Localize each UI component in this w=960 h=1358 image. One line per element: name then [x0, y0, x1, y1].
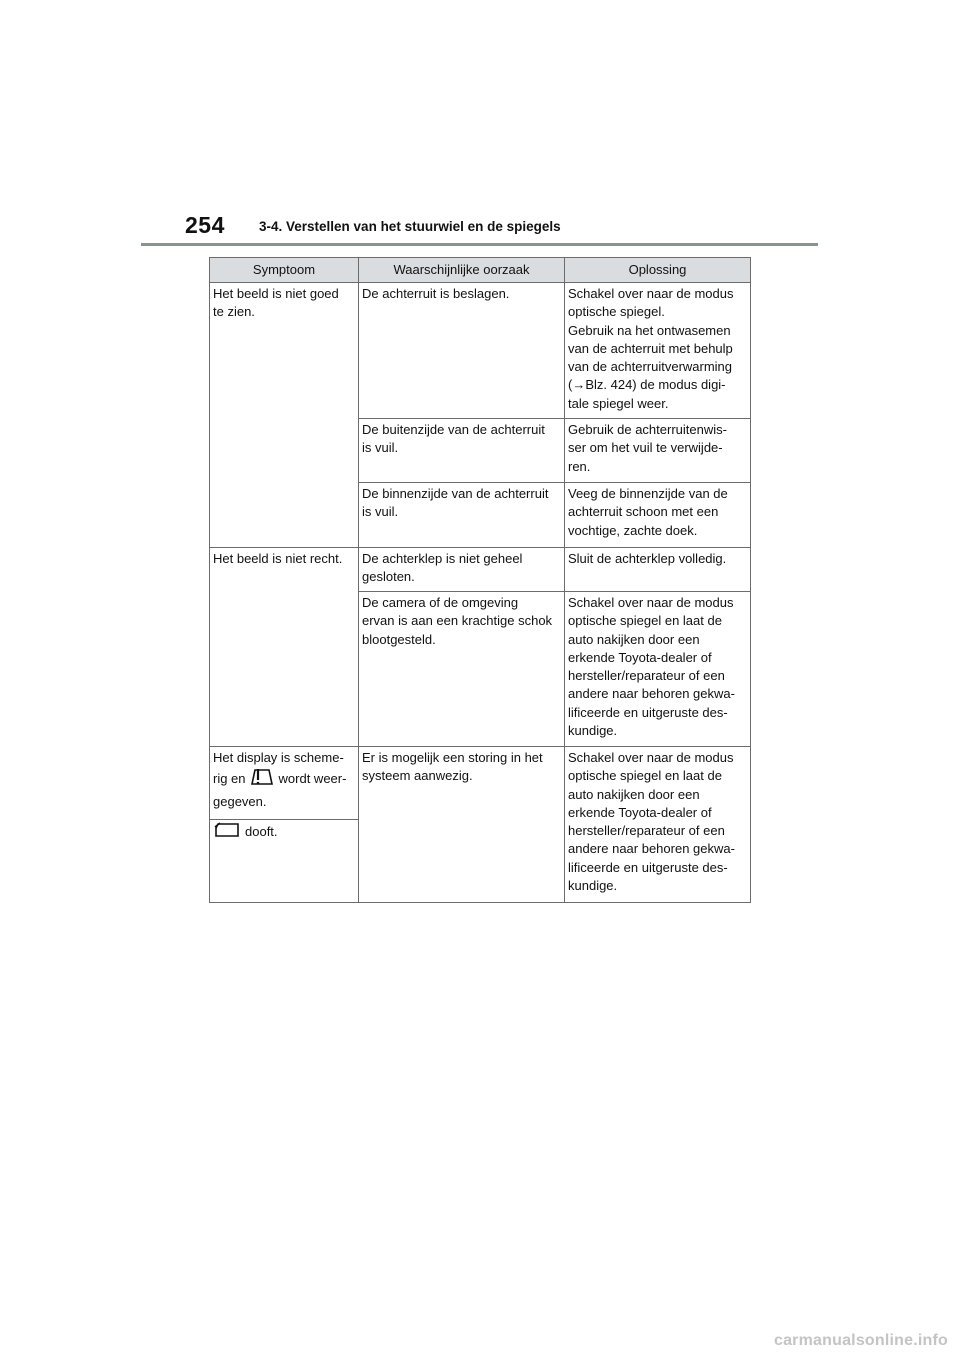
symptom-text: gegeven.	[213, 793, 267, 809]
column-header-cause: Waarschijnlijke oorzaak	[359, 258, 565, 283]
header-rule	[141, 243, 818, 246]
solution-cell: Schakel over naar de modus optische spiegel. Gebruik na het ontwasemen van de achterruit met behulp van de achterruitverwarming (→Blz. 424) de modus digi- tale spiegel weer.	[565, 283, 751, 419]
solution-cell: Sluit de achterklep volledig.	[565, 548, 751, 592]
page-number: 254	[185, 212, 225, 238]
cause-cell: De binnenzijde van de achterruit is vuil.	[359, 483, 565, 548]
symptom-cell	[210, 820, 359, 903]
symptom-cell	[210, 747, 359, 820]
table-row	[210, 548, 751, 592]
mirror-malfunction-icon	[250, 767, 274, 792]
cause-cell: Er is mogelijk een storing in het systeem aanwezig.	[359, 747, 565, 903]
table-header-row	[210, 258, 751, 283]
symptom-cell: Het beeld is niet recht.	[210, 548, 359, 747]
symptom-text: rig en	[213, 771, 246, 787]
symptom-text: Het display is scheme-	[213, 750, 344, 765]
solution-cell: Veeg de binnenzijde van de achterruit schoon met een vochtige, zachte doek.	[565, 483, 751, 548]
mirror-mode-icon	[214, 822, 240, 843]
column-header-symptom: Symptoom	[210, 258, 359, 283]
troubleshooting-table	[209, 257, 751, 903]
symptom-text: wordt weer-	[278, 771, 347, 787]
symptom-text: dooft.	[245, 824, 278, 840]
table-row	[210, 283, 751, 419]
solution-cell: Schakel over naar de modus optische spiegel en laat de auto nakijken door een erkende Toyota-dealer of hersteller/reparateur of een andere naar behoren gekwa- lificeerde en uitgeruste des- kundige.	[565, 747, 751, 903]
solution-cell: Schakel over naar de modus optische spiegel en laat de auto nakijken door een erkende Toyota-dealer of hersteller/reparateur of een andere naar behoren gekwa- lificeerde en uitgeruste des- kundige.	[565, 592, 751, 747]
cause-cell: De buitenzijde van de achterruit is vuil.	[359, 419, 565, 483]
cause-cell: De achterruit is beslagen.	[359, 283, 565, 419]
symptom-cell: Het beeld is niet goed te zien.	[210, 283, 359, 548]
section-title: 3-4. Verstellen van het stuurwiel en de spiegels	[259, 219, 561, 234]
table-row	[210, 747, 751, 820]
cause-cell: De achterklep is niet geheel gesloten.	[359, 548, 565, 592]
footer-watermark: carmanualsonline.info	[773, 1332, 948, 1349]
solution-cell: Gebruik de achterruitenwis- ser om het vuil te verwijde- ren.	[565, 419, 751, 483]
cause-cell: De camera of de omgeving ervan is aan een krachtige schok blootgesteld.	[359, 592, 565, 747]
column-header-solution: Oplossing	[565, 258, 751, 283]
